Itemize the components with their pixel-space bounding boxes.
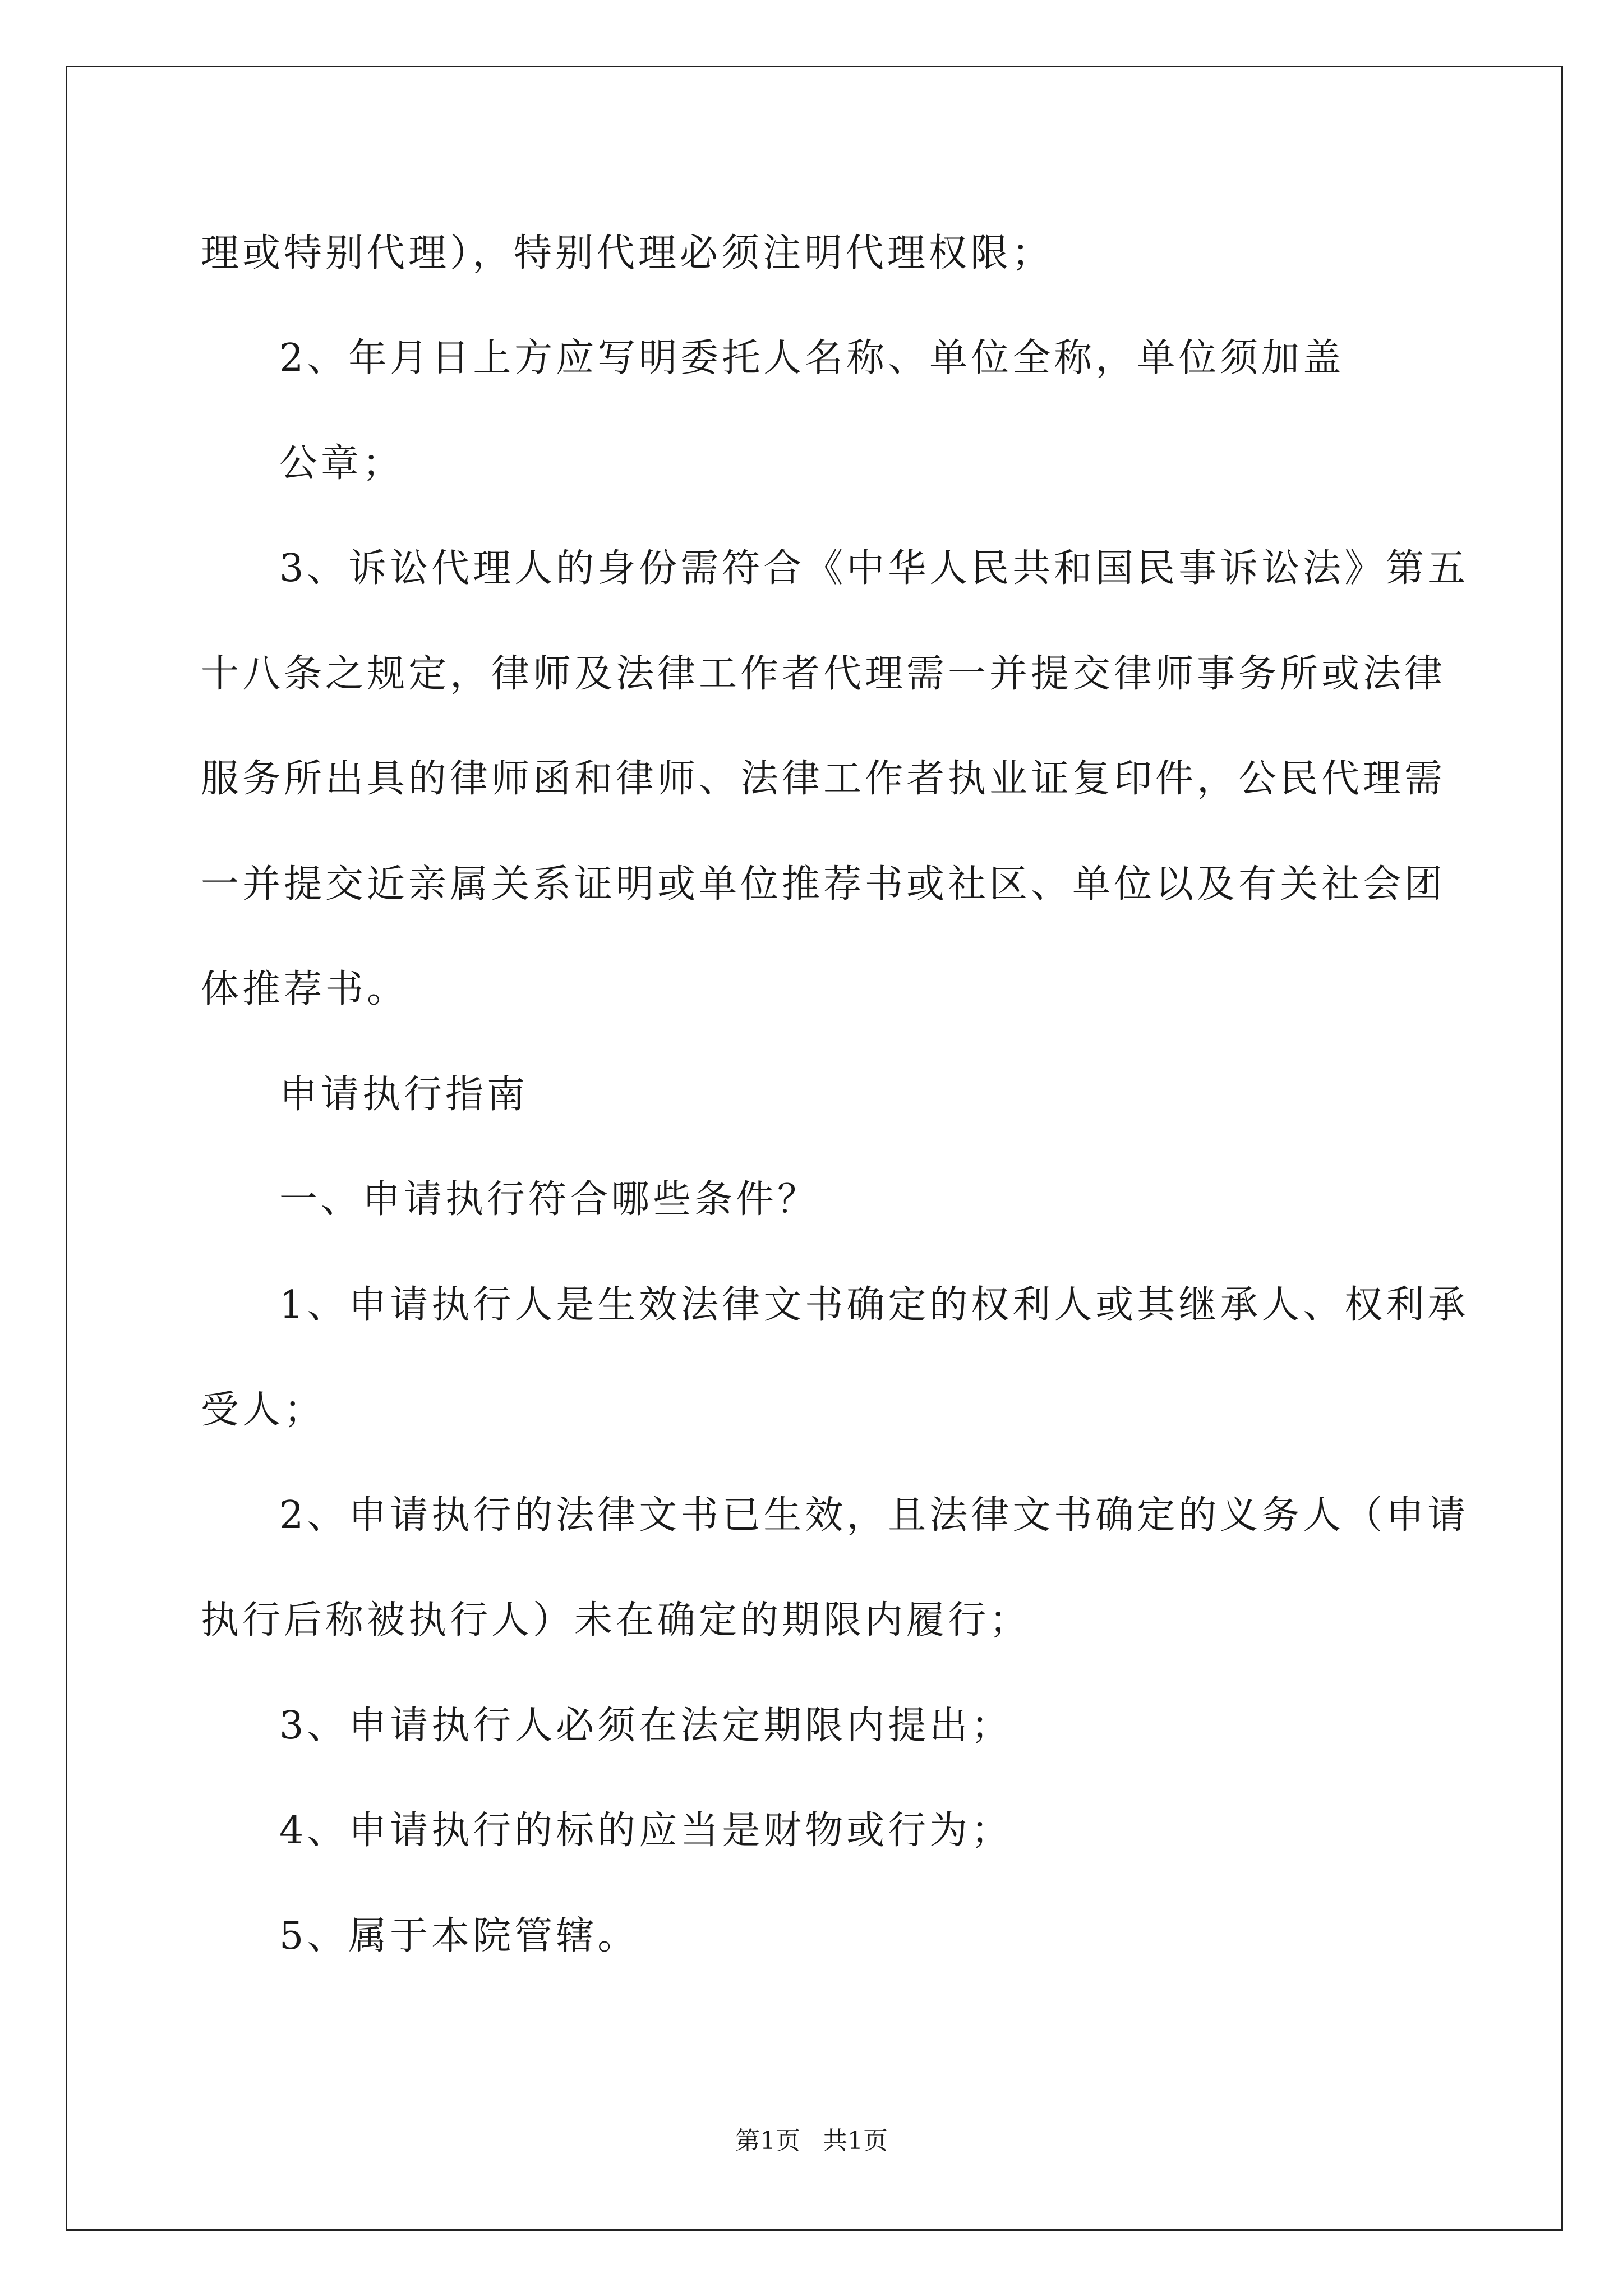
text-line: 一并提交近亲属关系证明或单位推荐书或社区、单位以及有关社会团 — [201, 862, 1446, 907]
text-line: 公章； — [279, 441, 404, 486]
text-line: 3、诉讼代理人的身份需符合《中华人民共和国民事诉讼法》第五 — [279, 546, 1469, 591]
text-line: 执行后称被执行人）未在确定的期限内履行； — [201, 1598, 1031, 1642]
text-line: 2、申请执行的法律文书已生效，且法律文书确定的义务人（申请 — [279, 1493, 1469, 1538]
text-line: 5、属于本院管辖。 — [279, 1914, 639, 1958]
text-line: 1、申请执行人是生效法律文书确定的权利人或其继承人、权利承 — [279, 1283, 1469, 1327]
text-line: 2、年月日上方应写明委托人名称、单位全称，单位须加盖 — [279, 336, 1345, 380]
page-total: 共1页 — [823, 2127, 888, 2155]
page-footer — [0, 2129, 1623, 2154]
text-line: 一、申请执行符合哪些条件？ — [279, 1177, 819, 1222]
text-line: 体推荐书。 — [201, 967, 409, 1011]
section-heading: 申请执行指南 — [279, 1073, 529, 1117]
text-line: 理或特别代理），特别代理必须注明代理权限； — [201, 231, 1054, 275]
text-line: 4、申请执行的标的应当是财物或行为； — [279, 1809, 1013, 1853]
text-line: 十八条之规定，律师及法律工作者代理需一并提交律师事务所或法律 — [201, 652, 1446, 696]
page-border — [66, 66, 1563, 2231]
page-number: 第1页 — [735, 2127, 800, 2155]
text-line: 服务所出具的律师函和律师、法律工作者执业证复印件，公民代理需 — [201, 757, 1446, 801]
text-line: 受人； — [201, 1388, 326, 1432]
text-line: 3、申请执行人必须在法定期限内提出； — [279, 1704, 1013, 1748]
